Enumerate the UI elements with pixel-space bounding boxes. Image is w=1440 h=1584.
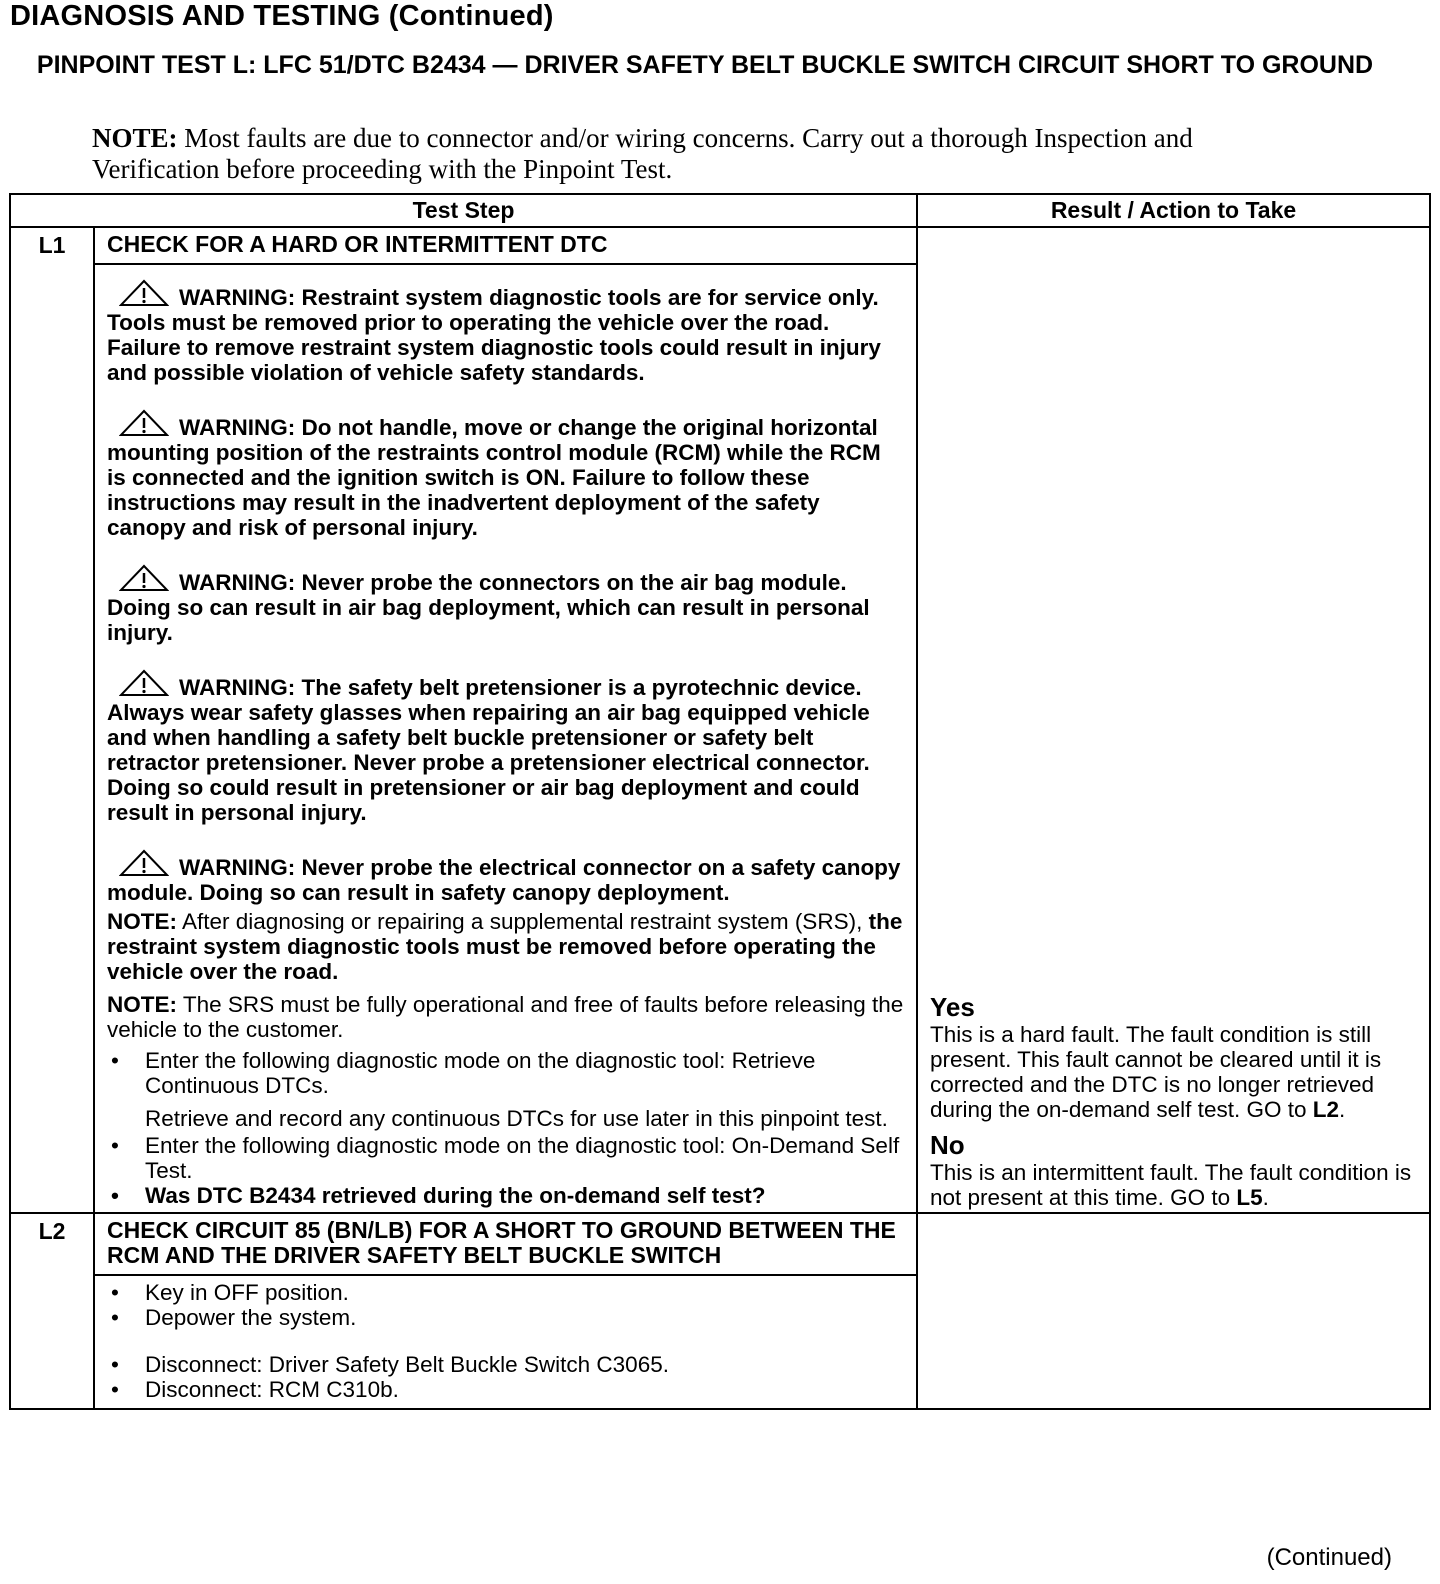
pinpoint-test-table	[9, 193, 1431, 1410]
list-item-subtext: Retrieve and record any continuous DTCs for use later in this pinpoint test.	[145, 1106, 888, 1131]
step-l1-actions	[107, 1048, 904, 1098]
step-l2-id: L2	[10, 1213, 94, 1275]
list-item: • Enter the following diagnostic mode on the diagnostic tool: Retrieve Continuous DTCs.	[107, 1048, 904, 1098]
intro-note-text: Most faults are due to connector and/or wiring concerns. Carry out a thorough Inspection and Verification before proceeding with the Pinpoint Test.	[92, 123, 1193, 184]
intro-note	[92, 123, 1322, 185]
warning-air-bag-connectors: WARNING: Never probe the connectors on the air bag module. Doing so can result in air bag deployment, which can result in personal injury.	[107, 564, 904, 645]
list-item: • Enter the following diagnostic mode on the diagnostic tool: On-Demand Self Test.	[107, 1133, 904, 1183]
list-item: • Depower the system.	[107, 1305, 904, 1330]
warning-safety-canopy: WARNING: Never probe the electrical connector on a safety canopy module. Doing so can result in safety canopy deployment.	[107, 849, 904, 905]
step-l1-body	[94, 264, 917, 1213]
warning-triangle-icon	[119, 409, 169, 437]
result-no-text: This is an intermittent fault. The fault condition is not present at this time. GO to L5.	[930, 1160, 1412, 1210]
step-l2-title: CHECK CIRCUIT 85 (BN/LB) FOR A SHORT TO GROUND BETWEEN THE RCM AND THE DRIVER SAFETY BELT BUCKLE SWITCH	[94, 1213, 917, 1275]
result-yes-label: Yes	[930, 992, 975, 1022]
note-srs-operational: NOTE: The SRS must be fully operational and free of faults before releasing the vehicle to the customer.	[107, 992, 904, 1042]
warning-triangle-icon	[119, 279, 169, 307]
step-l2-body	[94, 1275, 917, 1409]
pinpoint-test-title: PINPOINT TEST L: LFC 51/DTC B2434 — DRIVER SAFETY BELT BUCKLE SWITCH CIRCUIT SHORT TO GROUND	[36, 51, 1374, 79]
list-item: • Key in OFF position.	[107, 1280, 904, 1305]
result-no-label: No	[930, 1130, 965, 1160]
step-l1-id: L1	[10, 227, 94, 264]
step-l1-id-spacer	[10, 264, 94, 1213]
step-l1-header-row	[10, 227, 1430, 264]
step-l2-result	[917, 1213, 1430, 1409]
warning-triangle-icon	[119, 669, 169, 697]
step-l2-actions-b	[107, 1352, 904, 1402]
step-l1-result	[917, 227, 1430, 1213]
note-remove-tools: NOTE: After diagnosing or repairing a supplemental restraint system (SRS), the restraint system diagnostic tools must be removed before operating the vehicle over the road.	[107, 909, 903, 984]
warning-pretensioner: WARNING: The safety belt pretensioner is a pyrotechnic device. Always wear safety glasses when repairing an air bag equipped vehicle and when handling a safety belt buckle pretensioner or safety belt retractor pretensioner. Never probe a pretensioner electrical connector. Doing so could result in pretensioner or air bag deployment and could result in personal injury.	[107, 669, 904, 825]
step-l1-title: CHECK FOR A HARD OR INTERMITTENT DTC	[94, 227, 917, 264]
list-item: • Disconnect: Driver Safety Belt Buckle Switch C3065.	[107, 1352, 904, 1377]
warning-rcm-position: WARNING: Do not handle, move or change the original horizontal mounting position of the restraints control module (RCM) while the RCM is connected and the ignition switch is ON. Failure to follow these instructions may result in the inadvertent deployment of the safety canopy and risk of personal injury.	[107, 409, 904, 540]
goto-l5-link[interactable]: L5	[1236, 1185, 1263, 1210]
warning-diagnostic-tools: WARNING: Restraint system diagnostic tools are for service only. Tools must be removed prior to operating the vehicle over the road. Failure to remove restraint system diagnostic tools could result in injury and possible violation of vehicle safety standards.	[107, 279, 904, 385]
warning-triangle-icon	[119, 849, 169, 877]
question-item: • Was DTC B2434 retrieved during the on-demand self test?	[107, 1183, 904, 1208]
step-l2-id-spacer	[10, 1275, 94, 1409]
header-test-step: Test Step	[10, 194, 917, 227]
step-l2-actions-a	[107, 1280, 904, 1330]
intro-note-label: NOTE:	[92, 123, 178, 153]
warning-triangle-icon	[119, 564, 169, 592]
continued-label: (Continued)	[1266, 1544, 1392, 1571]
step-l1-actions-2	[107, 1133, 904, 1208]
step-l2-header-row	[10, 1213, 1430, 1275]
result-yes-text: This is a hard fault. The fault condition is still present. This fault cannot be cleared until it is corrected and the DTC is no longer retrieved during the on-demand self test. GO to L2.	[930, 1022, 1382, 1122]
goto-l2-link[interactable]: L2	[1312, 1097, 1339, 1122]
header-result-action: Result / Action to Take	[917, 194, 1430, 227]
page-heading: DIAGNOSIS AND TESTING (Continued)	[10, 0, 554, 32]
list-item: • Disconnect: RCM C310b.	[107, 1377, 904, 1402]
table-header-row	[10, 194, 1430, 227]
